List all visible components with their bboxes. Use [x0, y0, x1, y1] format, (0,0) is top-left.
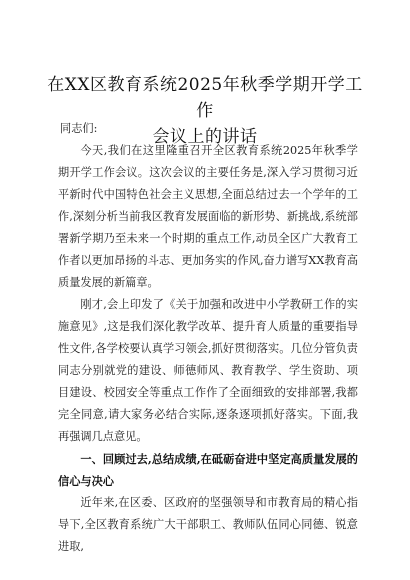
document-body: [58, 118, 358, 558]
title-line-1: 在XX区教育系统2025年秋季学期开学工作: [47, 75, 363, 121]
salutation: 同志们:: [60, 122, 98, 135]
paragraph-review: 近年来,在区委、区政府的坚强领导和市教育局的精心指导下,全区教育系统广大干部职工、教师队伍同心同德、锐意进取,: [58, 496, 358, 553]
paragraph-documents: 刚才,会上印发了《关于加强和改进中小学教研工作的实施意见》,这是我们深化教学改革、提升育人质量的重要指导性文件,各学校要认真学习领会,抓好贯彻落实。几位分管负责同志分别就党的建设、师德师风、教育教学、学生资助、项目建设、校园安全等重点工作作了全面细致的安排部署,我都完全同意,请大家务必结合实际,逐条逐项抓好落实。下面,我再强调几点意见。: [58, 298, 358, 443]
paragraph-opening: 今天,我们在这里隆重召开全区教育系统2025年秋季学期开学工作会议。这次会议的主要任务是,深入学习贯彻习近平新时代中国特色社会主义思想,全面总结过去一个学年的工作,深刻分析当前我区教育发展面临的新形势、新挑战,系统部署新学期乃至未来一个时期的重点工作,动员全区广大教育工作者以更加昂扬的斗志、更加务实的作风,奋力谱写XX教育高质量发展的新篇章。: [58, 144, 358, 289]
title-line-2: 会议上的讲话: [152, 127, 258, 147]
section-heading: 一、回顾过去,总结成绩,在砥砺奋进中坚定高质量发展的信心与决心: [58, 452, 358, 488]
